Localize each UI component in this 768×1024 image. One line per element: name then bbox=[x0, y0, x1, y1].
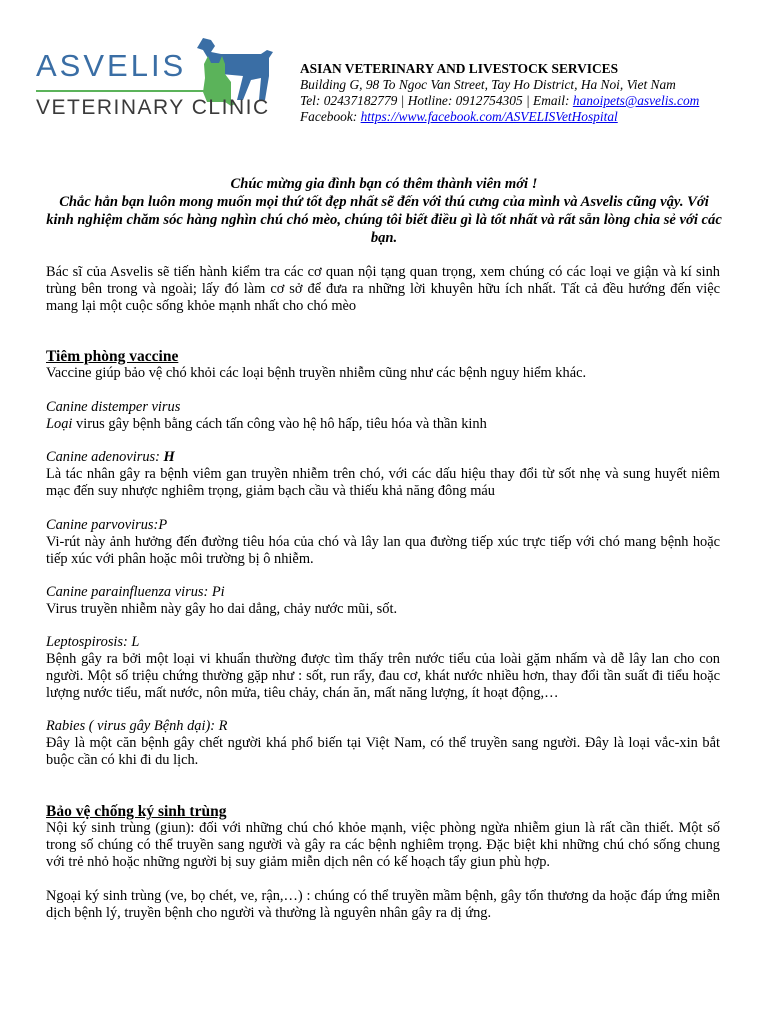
contact-line bbox=[300, 93, 740, 109]
clinic-contact-block bbox=[300, 61, 740, 125]
email-link[interactable]: hanoipets@asvelis.com bbox=[572, 93, 700, 108]
vaccine-name: Canine adenovirus: H bbox=[46, 449, 175, 465]
vaccine-name: Rabies ( virus gây Bệnh dại): R bbox=[46, 718, 228, 734]
vaccine-item bbox=[46, 399, 720, 433]
vaccine-description: Vi-rút này ảnh hưởng đến đường tiêu hóa của chó và lây lan qua đường tiếp xúc trực tiếp với chó mang bệnh hoặc tiếp xúc với phân hoặc môi trường bị ô nhiễm. bbox=[46, 534, 720, 567]
vaccine-description: Đây là một căn bệnh gây chết người khá phổ biến tại Việt Nam, có thể truyền sang người. Đây là loại vắc-xin bắt buộc cần có khi đi du lịch. bbox=[46, 735, 720, 768]
logo-subtitle: VETERINARY CLINIC bbox=[36, 96, 270, 119]
vaccine-name: Canine parvovirus:P bbox=[46, 517, 168, 533]
facebook-link[interactable]: https://www.facebook.com/ASVELISVetHospital bbox=[360, 109, 618, 124]
welcome-text: Chắc hẳn bạn luôn mong muốn mọi thứ tốt đẹp nhất sẽ đến với thú cưng của mình và Asvelis cũng vậy. Với kinh nghiệm chăm sóc hàng nghìn chú chó mèo, chúng tôi biết điều gì là tốt nhất và rất sẵn lòng chia sẻ với các bạn. bbox=[46, 194, 722, 246]
vaccine-description: Virus truyền nhiễm này gây ho dai dẳng, chảy nước mũi, sốt. bbox=[46, 601, 398, 617]
internal-parasite-paragraph: Nội ký sinh trùng (giun): đối với những chú chó khỏe mạnh, việc phòng ngừa nhiễm giun là rất cần thiết. Một số trong số chúng có thể truyền sang người và gây ra các bệnh nghiêm trọng. Đặc biệt khi những chú chó sống chung với trẻ nhỏ hoặc những người bị suy giảm miễn dịch nên có kế hoạch tẩy giun phù hợp. bbox=[46, 820, 720, 870]
parasite-section bbox=[46, 803, 720, 922]
vaccine-item bbox=[46, 584, 720, 618]
vaccine-name: Leptospirosis: L bbox=[46, 634, 140, 650]
vaccine-section bbox=[46, 348, 720, 382]
welcome-message bbox=[46, 175, 722, 247]
phone-hotline: Tel: 02437182779 | Hotline: 0912754305 | Email: bbox=[300, 93, 573, 108]
vaccine-name: Canine parainfluenza virus: Pi bbox=[46, 584, 225, 600]
vaccine-name: Canine distemper virus bbox=[46, 399, 181, 415]
vaccine-intro: Vaccine giúp bảo vệ chó khỏi các loại bệnh truyền nhiễm cũng như các bệnh nguy hiểm khác. bbox=[46, 365, 587, 381]
facebook-line bbox=[300, 109, 740, 125]
vaccine-item bbox=[46, 449, 720, 500]
welcome-headline: Chúc mừng gia đình bạn có thêm thành viên mới ! bbox=[230, 176, 538, 192]
section-title-parasite: Bảo vệ chống ký sinh trùng bbox=[46, 803, 227, 820]
clinic-address: Building G, 98 To Ngoc Van Street, Tay Ho District, Ha Noi, Viet Nam bbox=[300, 77, 676, 92]
exam-paragraph: Bác sĩ của Asvelis sẽ tiến hành kiểm tra các cơ quan nội tạng quan trọng, xem chúng có các loại ve giận và kí sinh trùng bên trong và ngoài; lấy đó làm cơ sở để đưa ra những lời khuyên hữu ích nhất. Tất cả đều hướng đến việc mang lại một cuộc sống khỏe mạnh nhất cho chó mèo bbox=[46, 264, 720, 314]
logo-divider bbox=[36, 90, 212, 92]
section-title-vaccine: Tiêm phòng vaccine bbox=[46, 348, 179, 365]
vaccine-code: H bbox=[163, 449, 175, 465]
external-parasite-paragraph: Ngoại ký sinh trùng (ve, bọ chét, ve, rận,…) : chúng có thể truyền mầm bệnh, gây tổn thương da hoặc đáp ứng miễn dịch bệnh lý, truyền bệnh cho người và thường là nguyên nhân gây ra dị ứng. bbox=[46, 888, 720, 921]
description-prefix: Loại bbox=[46, 416, 73, 432]
vaccine-item bbox=[46, 718, 720, 769]
logo-wordmark: ASVELIS bbox=[36, 48, 187, 83]
vaccine-description: Là tác nhân gây ra bệnh viêm gan truyền nhiễm trên chó, với các dấu hiệu thay đổi từ sốt nhẹ và sung huyết niêm mạc đến suy nhược nghiêm trọng, giảm bạch cầu và thiếu khả năng đông máu bbox=[46, 466, 720, 499]
organization-name: ASIAN VETERINARY AND LIVESTOCK SERVICES bbox=[300, 61, 619, 76]
vaccine-item bbox=[46, 517, 720, 568]
asvelis-logo bbox=[28, 30, 290, 130]
vaccine-description: Bệnh gây ra bởi một loại vi khuẩn thường được tìm thấy trên nước tiểu của loài gặm nhấm và dễ lây lan cho con người. Một số triệu chứng thường gặp như : sốt, run rẩy, đau cơ, khát nước nhiều hơn, thay đổi tần suất đi tiểu hoặc lượng nước tiểu, mất nước, nôn mửa, tiêu chảy, chán ăn, mất năng lượng, ít hoạt động,… bbox=[46, 651, 720, 701]
vaccine-item bbox=[46, 634, 720, 702]
facebook-label: Facebook: bbox=[300, 109, 361, 124]
vaccine-description: Loại virus gây bệnh bằng cách tấn công vào hệ hô hấp, tiêu hóa và thần kinh bbox=[46, 416, 487, 432]
